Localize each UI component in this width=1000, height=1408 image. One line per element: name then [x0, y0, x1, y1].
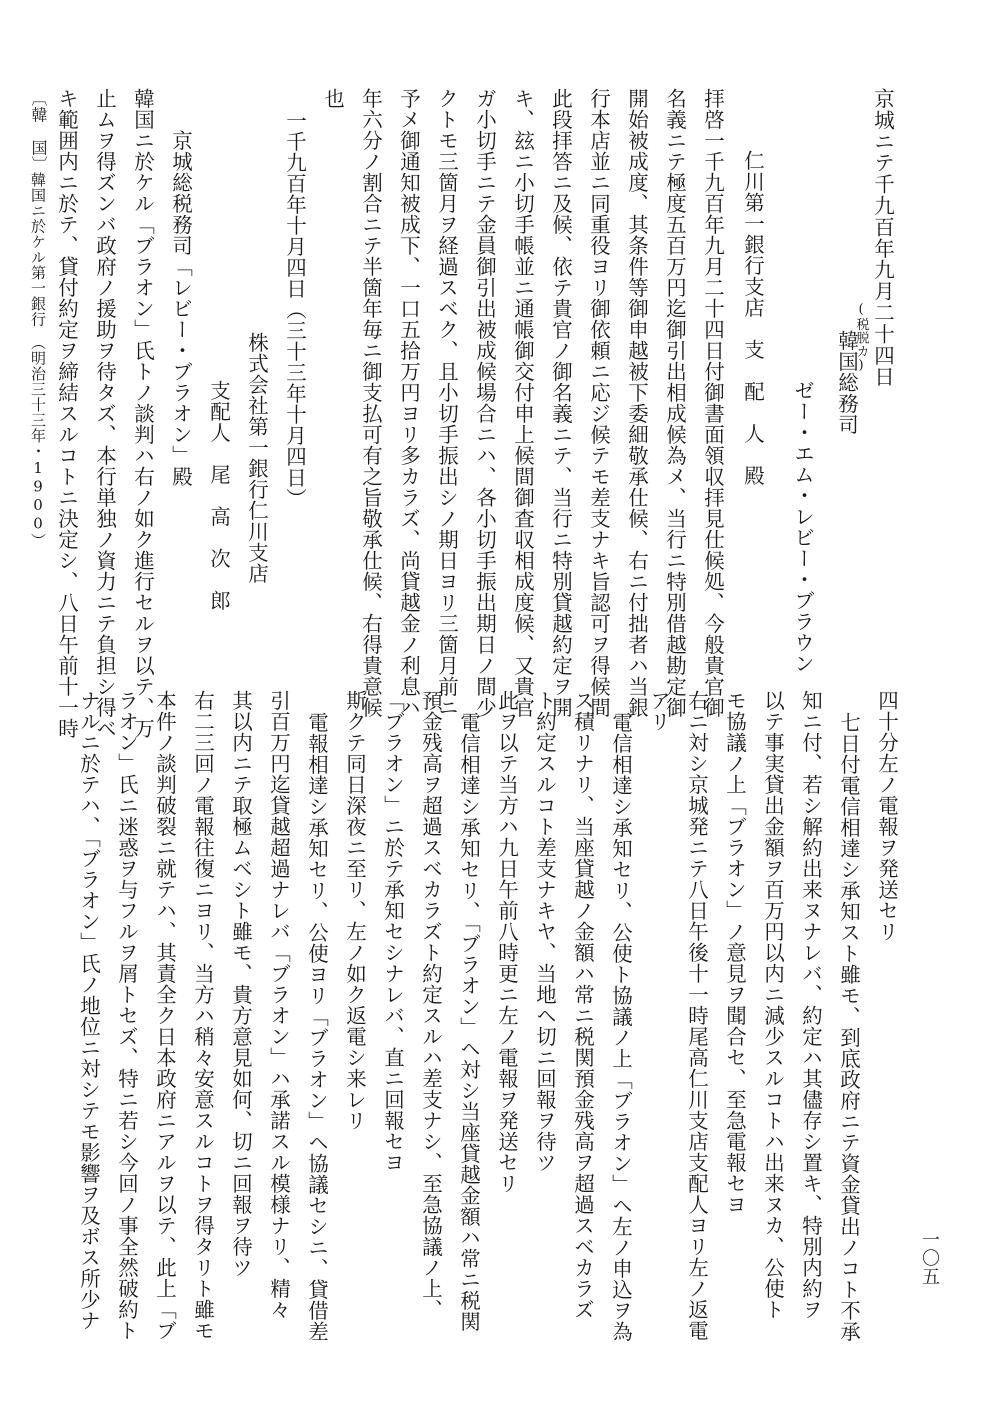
letter-line: 年六分ノ割合ニテ半箇年毎ニ御支払可有之旨敬承仕候、右得貴意候: [358, 88, 383, 718]
running-footer-title: 韓国ニ於ケル第一銀行 （明治三十三年・1900）: [29, 172, 47, 549]
body-line: 其以内ニテ取極ムベシト雖モ、貴方意見如何、切ニ回報ヲ待ツ: [228, 690, 253, 1278]
body-line: 電信相達シ承知セリ、公使ト協議ノ上「ブラオン」ヘ左ノ申込ヲ為: [608, 712, 633, 1342]
letter-line: 拝啓一千九百年九月二十四日付御書面領収拝見仕候処、今般貴官御: [700, 88, 725, 718]
page-number: 一〇五: [919, 1230, 940, 1286]
body-line: 引百万円迄貸越超過ナレバ「ブラオン」ハ承諾スル模様ナリ、精々: [266, 690, 291, 1320]
body-line: 此ヲ以テ当方ハ九日午前八時更ニ左ノ電報ヲ発送セリ: [494, 690, 519, 1194]
signature-person: 支配人 尾 高 次 郎: [206, 380, 231, 611]
date-line: 京城ニテ千九百年九月二十四日: [870, 88, 895, 388]
body-line: アリ: [646, 690, 671, 732]
body-line: 以テ事実貸出金額ヲ百万円以内ニ減少スルコトハ出来ヌカ、公使ト: [760, 690, 785, 1320]
body-line: 右二三回ノ電報往復ニヨリ、当方ハ稍々安意スルコトヲ得タリト雖モ: [190, 690, 215, 1341]
body-line: モ協議ノ上「ブラオン」ノ意見ヲ聞合セ、至急電報セヨ: [722, 690, 747, 1215]
body-line: ト約定スルコト差支ナキヤ、当地ヘ切ニ回報ヲ待ツ: [532, 690, 557, 1173]
letter-line: 此段拝答ニ及候、依テ貴官ノ御名義ニテ、当行ニ特別貸越約定ヲ開: [548, 88, 573, 718]
narrative-line: 韓国ニ於ケル「ブラオン」氏トノ談判ハ右ノ如ク進行セルヲ以テ、万: [130, 88, 155, 739]
body-line: 右ニ対シ京城発ニテ八日午後十一時尾高仁川支店支配人ヨリ左ノ返電: [684, 690, 709, 1341]
recipient-note: (税脱カ): [853, 302, 869, 374]
body-line: 電信相達シ承知セリ、「ブラオン」ヘ対シ当座貸越金額ハ常ニ税関: [456, 712, 481, 1332]
letter-line: 也: [320, 88, 345, 109]
letter-line: クトモ三箇月ヲ経過スベク、且小切手振出シノ期日ヨリ三箇月前ニ: [434, 88, 459, 718]
letter-line: ガ小切手ニテ金員御引出被成候場合ニハ、各小切手振出期日ノ間少: [472, 88, 497, 718]
letter-line: キ、玆ニ小切手帳並ニ通帳御交付申上候間御査収相成度候、又貴官: [510, 88, 535, 718]
letter-line: 行本店並ニ同重役ヨリ御依頼ニ応ジ候テモ差支ナキ旨認可ヲ得候間: [586, 88, 611, 718]
letter-line: 開始被成度、其条件等御申越被下委細敬承仕候、右ニ付拙者ハ当銀: [624, 88, 649, 718]
narrative-line: 止ムヲ得ズンバ政府ノ援助ヲ待タズ、本行単独ノ資力ニテ負担シ得ベ: [92, 88, 117, 739]
body-line: 預金残高ヲ超過スベカラズト約定スルハ差支ナシ、至急協議ノ上、: [418, 690, 443, 1320]
letter-line: 予メ御通知被成下、一口五拾万円ヨリ多カラズ、尚貸越金ノ利息ハ: [396, 88, 421, 718]
recipient-name: ゼー・エム・レビー・ブラウン: [790, 380, 815, 674]
body-line: ナルニ於テハ、「ブラオン」氏ノ地位ニ対シテモ影響ヲ及ボス所少ナ: [76, 690, 101, 1331]
body-line: 斯クテ同日深夜ニ至リ、左ノ如ク返電シ来レリ: [342, 690, 367, 1131]
body-line: 七日付電信相達シ承知スト雖モ、到底政府ニテ資金貸出ノコト不承: [836, 712, 861, 1342]
body-line: 本件ノ談判破裂ニ就テハ、其責全ク日本政府ニアルヲ以テ、此上「ブ: [152, 690, 177, 1341]
body-line: 「ブラオン」ニ於テ承知セシナレバ、直ニ回報セヨ: [380, 690, 405, 1173]
second-addressee: 京城総税務司「レビー・ブラオン」殿: [168, 130, 193, 487]
running-footer-category: 〔韓 国〕: [29, 90, 48, 173]
signature-company: 株式会社第一銀行仁川支店: [244, 332, 269, 584]
addressee: 仁川第一銀行支店 支 配 人 殿: [740, 150, 765, 486]
body-line: 知ニ付、若シ解約出来ヌナレバ、約定ハ其儘存シ置キ、特別内約ヲ: [798, 690, 823, 1320]
body-line: ス積リナリ、当座貸越ノ金額ハ常ニ税関預金残高ヲ超過スベカラズ: [570, 690, 595, 1320]
body-line: ラオン」氏ニ迷惑ヲ与フルヲ屑トセズ、特ニ若シ今回ノ事全然破約ト: [114, 690, 139, 1341]
signature-date: 一千九百年十月四日（三十三年十月四日）: [282, 110, 307, 509]
letter-line: 名義ニテ極度五百万円迄御引出相成候為メ、当行ニ特別借越勘定御: [662, 88, 687, 718]
recipient-office: 韓国総務司: [834, 330, 859, 435]
narrative-line: キ範囲内ニ於テ、貸付約定ヲ締結スルコトニ決定シ、八日午前十一時: [54, 88, 79, 739]
body-line: 四十分左ノ電報ヲ発送セリ: [874, 690, 899, 942]
body-line: 電報相達シ承知セリ、公使ヨリ「ブラオン」ヘ協議セシニ、貸借差: [304, 712, 329, 1342]
